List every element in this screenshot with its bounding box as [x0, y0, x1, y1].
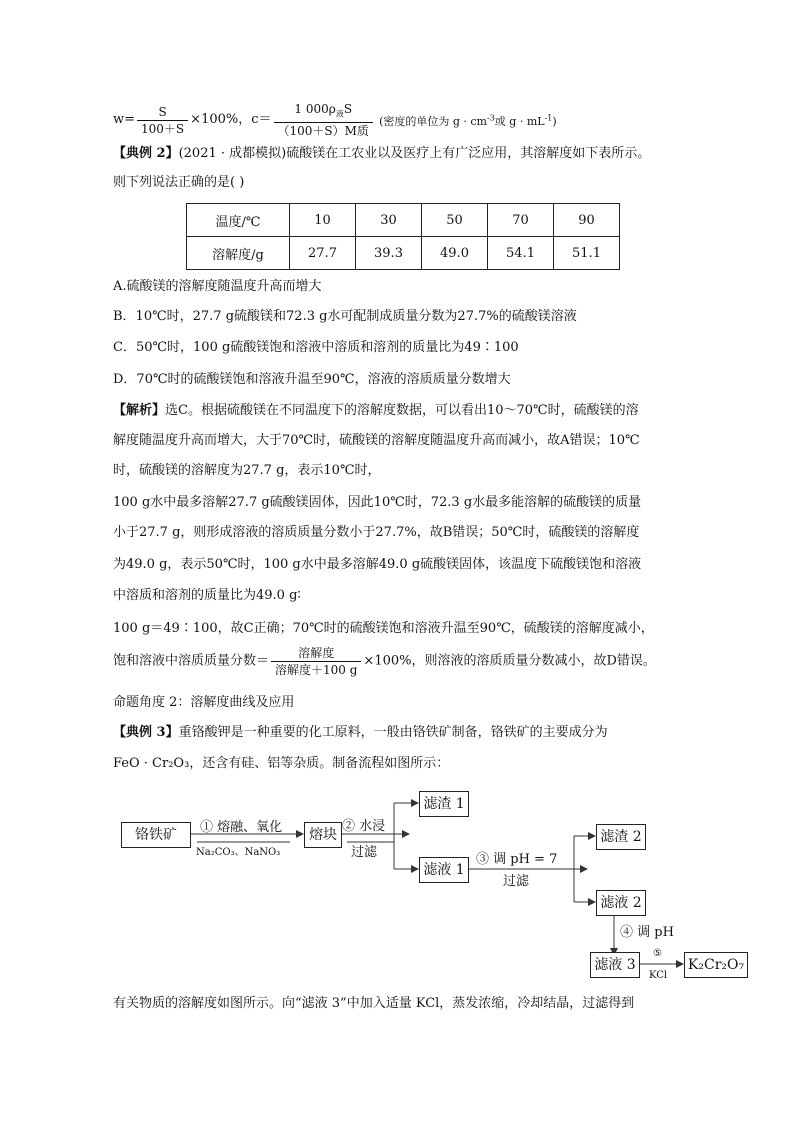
step4-label: ④ 调 pH [620, 925, 674, 940]
formula-w-lhs: w= [113, 112, 136, 128]
analysis-text9-post: ×100%，则溶液的溶质质量分数减小，故D错误。 [363, 653, 656, 669]
example3-tag: 【典例 3】 [113, 725, 179, 740]
box-filtrate-1: 滤液 1 [419, 857, 469, 883]
formula-w-numerator: S [137, 104, 188, 121]
example2-tag: 【典例 2】 [113, 146, 179, 161]
box-residue-2: 滤渣 2 [596, 824, 646, 850]
step2-filter: 过滤 [351, 845, 378, 860]
table-cell: 30 [356, 204, 422, 237]
example2-text1: (2021 · 成都模拟)硫酸镁在工农业以及医疗上有广泛应用，其溶解度如下表所示。 [178, 146, 651, 161]
formula-w-rhs: ×100%，c＝ [190, 112, 272, 128]
table-cell: 70 [488, 204, 554, 237]
formula-c-num-tail: S [343, 102, 353, 116]
analysis-line3: 时，硫酸镁的溶解度为27.7 g，表示10℃时， [113, 463, 381, 478]
formula-c-num-sub: 液 [335, 109, 344, 119]
option-a: A.硫酸镁的溶解度随温度升高而增大 [113, 279, 322, 294]
box-chromite-ore: 铬铁矿 [121, 822, 191, 848]
analysis-line6: 为49.0 g，表示50℃时，100 g水中最多溶解49.0 g硫酸镁固体，该温度下硫酸镁饱和溶液 [113, 557, 642, 572]
analysis-tag: 【解析】 [113, 403, 166, 418]
formula-w-denominator: 100＋S [141, 121, 185, 136]
box-filtrate-3: 滤液 3 [590, 952, 640, 978]
formula-c-num-text: 1 000ρ [294, 102, 336, 116]
formula-c-denominator: （100＋S）M质 [277, 124, 369, 139]
table-cell: 39.3 [356, 237, 422, 270]
fraction-denominator: 溶解度＋100 g [275, 663, 358, 677]
table-cell: 10 [290, 204, 356, 237]
closing-line: 有关物质的溶解度如图所示。向“滤液 3”中加入适量 KCl，蒸发浓缩，冷却结晶，过滤得到 [113, 996, 635, 1011]
table-cell: 49.0 [422, 237, 488, 270]
step3-label: ③ 调 pH = 7 [476, 852, 558, 867]
density-note-sup1: -3 [487, 113, 495, 123]
density-note-b: 或 g · mL [494, 115, 545, 129]
analysis-line8: 100 g＝49∶100，故C正确；70℃时的硫酸镁饱和溶液升温至90℃，硫酸镁的溶解度减小， [113, 621, 654, 636]
density-note-c: ) [552, 115, 557, 129]
analysis-line4: 100 g水中最多溶解27.7 g硫酸镁固体，因此10℃时，72.3 g水最多能溶解的硫酸镁的质量 [113, 495, 642, 510]
table-header-solubility: 溶解度/g [187, 237, 290, 270]
density-note-sup2: -1 [544, 113, 553, 123]
example3-text1: 重铬酸钾是一种重要的化工原料，一般由铬铁矿制备，铬铁矿的主要成分为 [178, 725, 608, 740]
example3-line2: FeO · Cr₂O₃，还含有硅、铝等杂质。制备流程如图所示： [113, 756, 450, 771]
analysis-text1: 选C。根据硫酸镁在不同温度下的溶解度数据，可以看出10～70℃时，硫酸镁的溶 [165, 403, 639, 418]
box-filtrate-2: 滤液 2 [596, 890, 646, 916]
box-molten-block: 熔块 [304, 822, 342, 848]
table-cell: 54.1 [488, 237, 554, 270]
step1-label: ① 熔融、氧化 [200, 820, 283, 835]
step5-reagent: KCl [649, 970, 668, 981]
table-cell: 51.1 [554, 237, 620, 270]
step2-label: ② 水浸 [342, 819, 386, 834]
analysis-line5: 小于27.7 g，则形成溶液的溶质质量分数小于27.7%，故B错误；50℃时，硫酸镁的溶解度 [113, 525, 640, 540]
section-heading-angle2: 命题角度 2：溶解度曲线及应用 [113, 695, 295, 710]
table-cell: 27.7 [290, 237, 356, 270]
table-cell: 50 [422, 204, 488, 237]
step3-filter: 过滤 [503, 874, 530, 889]
density-note-a: (密度的单位为 g · cm [379, 115, 487, 129]
analysis-text9-pre: 饱和溶液中溶质质量分数＝ [113, 653, 270, 669]
table-cell: 90 [554, 204, 620, 237]
fraction-numerator: 溶解度 [271, 645, 361, 662]
table-header-temp: 温度/℃ [187, 204, 290, 237]
option-b: B．10℃时，27.7 g硫酸镁和72.3 g水可配制成质量分数为27.7%的硫酸镁溶液 [113, 309, 577, 324]
analysis-line7: 中溶质和溶剂的质量比为49.0 g∶ [113, 588, 301, 603]
example2-line2: 则下列说法正确的是( ) [113, 175, 245, 190]
option-c: C．50℃时，100 g硫酸镁饱和溶液中溶质和溶剂的质量比为49∶100 [113, 340, 519, 355]
box-residue-1: 滤渣 1 [419, 791, 469, 817]
step1-reagents: Na₂CO₃、NaNO₃ [196, 847, 281, 858]
analysis-line2: 解度随温度升高而增大，大于70℃时，硫酸镁的溶解度随温度升高而减小，故A错误；10℃ [113, 433, 640, 448]
box-product-k2cr2o7: K₂Cr₂O₇ [684, 952, 748, 978]
step5-label: ⑤ [653, 948, 662, 959]
option-d: D．70℃时的硫酸镁饱和溶液升温至90℃，溶液的溶质质量分数增大 [113, 372, 511, 387]
